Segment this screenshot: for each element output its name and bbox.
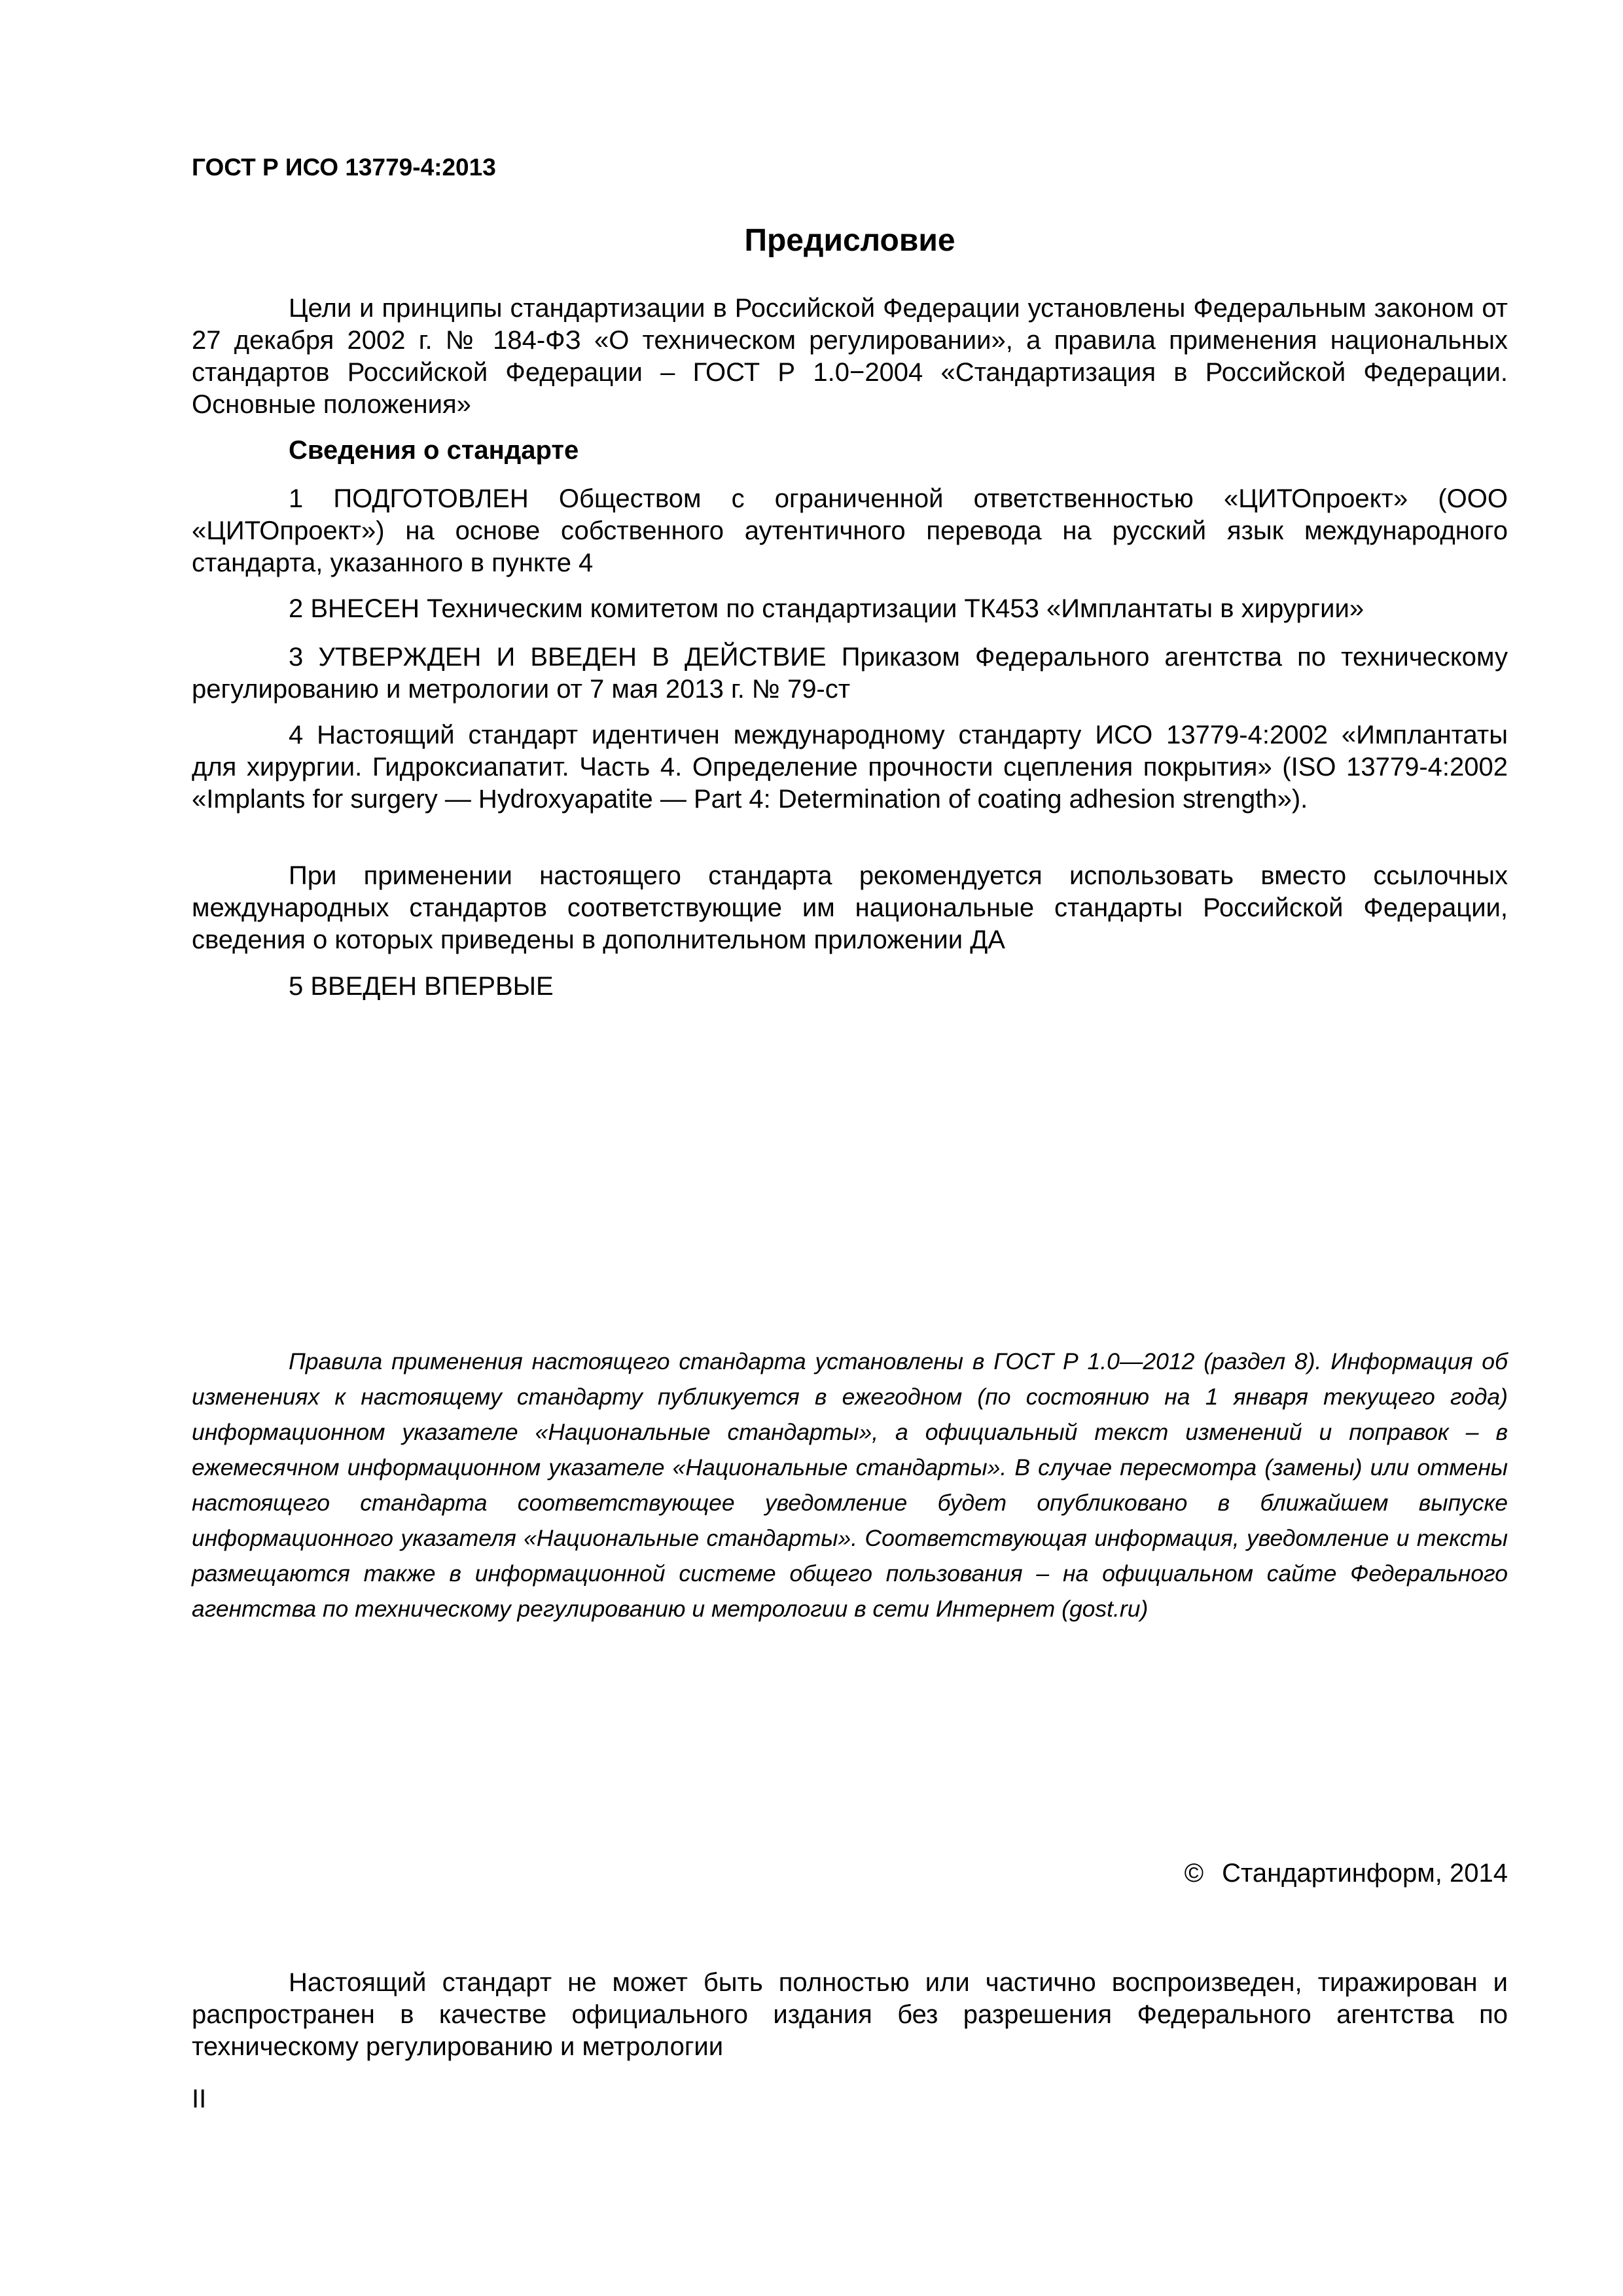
rules-note: Правила применения настоящего стандарта установлены в ГОСТ Р 1.0—2012 (раздел 8). Информация об изменениях к настоящему стандарту публикуется в ежегодном (по состоянию на 1 января текущего года) информационном указателе «Национальные стандарты», а официальный текст изменений и поправок – в ежемесячном информационном указателе «Национальные стандарты». В случае пересмотра (замены) или отмены настоящего стандарта соответствующее уведомление будет опубликовано в ближайшем выпуске информационного указателя «Национальные стандарты». Соответствующая информация, уведомление и тексты размещаются также в информационной системе общего пользования – на официальном сайте Федерального агентства по техническому регулированию и метрологии в сети Интернет (gost.ru) xyxy=(192,1348,1508,1622)
intro-paragraph: Цели и принципы стандартизации в Российской Федерации установлены Федеральным законом от 27 декабря 2002 г. № 184-ФЗ «О техническом регулировании», а правила применения национальных стандартов Российской Федерации – ГОСТ Р 1.0−2004 «Стандартизация в Российской Федерации. Основные положения» xyxy=(192,294,1508,419)
reproduction-notice: Настоящий стандарт не может быть полностью или частично воспроизведен, тиражирован и распространен в качестве официального издания без разрешения Федерального агентства по техническому регулированию и метрологии xyxy=(192,1968,1508,2061)
item-submitted: 2 ВНЕСЕН Техническим комитетом по стандартизации ТК453 «Имплантаты в хирургии» xyxy=(289,594,1364,623)
item-prepared: 1 ПОДГОТОВЛЕН Обществом с ограниченной ответственностью «ЦИТОпроект» (ООО «ЦИТОпроект») на основе собственного аутентичного перевода на русский язык международного стандарта, указанного в пункте 4 xyxy=(192,484,1508,577)
copyright-text: Стандартинформ, 2014 xyxy=(1222,1859,1508,1888)
page-title: Предисловие xyxy=(744,223,955,258)
copyright-line xyxy=(1185,1857,1508,1890)
copyright-icon: © xyxy=(1184,1859,1204,1888)
standard-code: ГОСТ Р ИСО 13779-4:2013 xyxy=(192,154,496,181)
item-references: При применении настоящего стандарта рекомендуется использовать вместо ссылочных международных стандартов соответствующие им национальные стандарты Российской Федерации, сведения о которых приведены в дополнительном приложении ДА xyxy=(192,861,1508,954)
item-approved: 3 УТВЕРЖДЕН И ВВЕДЕН В ДЕЙСТВИЕ Приказом Федерального агентства по техническому регулированию и метрологии от 7 мая 2013 г. № 79-ст xyxy=(192,643,1508,704)
page-number: II xyxy=(192,2085,207,2113)
info-heading: Сведения о стандарте xyxy=(289,436,579,465)
item-identical: 4 Настоящий стандарт идентичен международному стандарту ИСО 13779-4:2002 «Имплантаты для хирургии. Гидроксиапатит. Часть 4. Определение прочности сцепления покрытия» (ISO 13779-4:2002 «Implants for surgery — Hydroxyapatite — Part 4: Determination of coating adhesion strength»). xyxy=(192,721,1508,814)
item-introduced: 5 ВВЕДЕН ВПЕРВЫЕ xyxy=(289,972,554,1001)
